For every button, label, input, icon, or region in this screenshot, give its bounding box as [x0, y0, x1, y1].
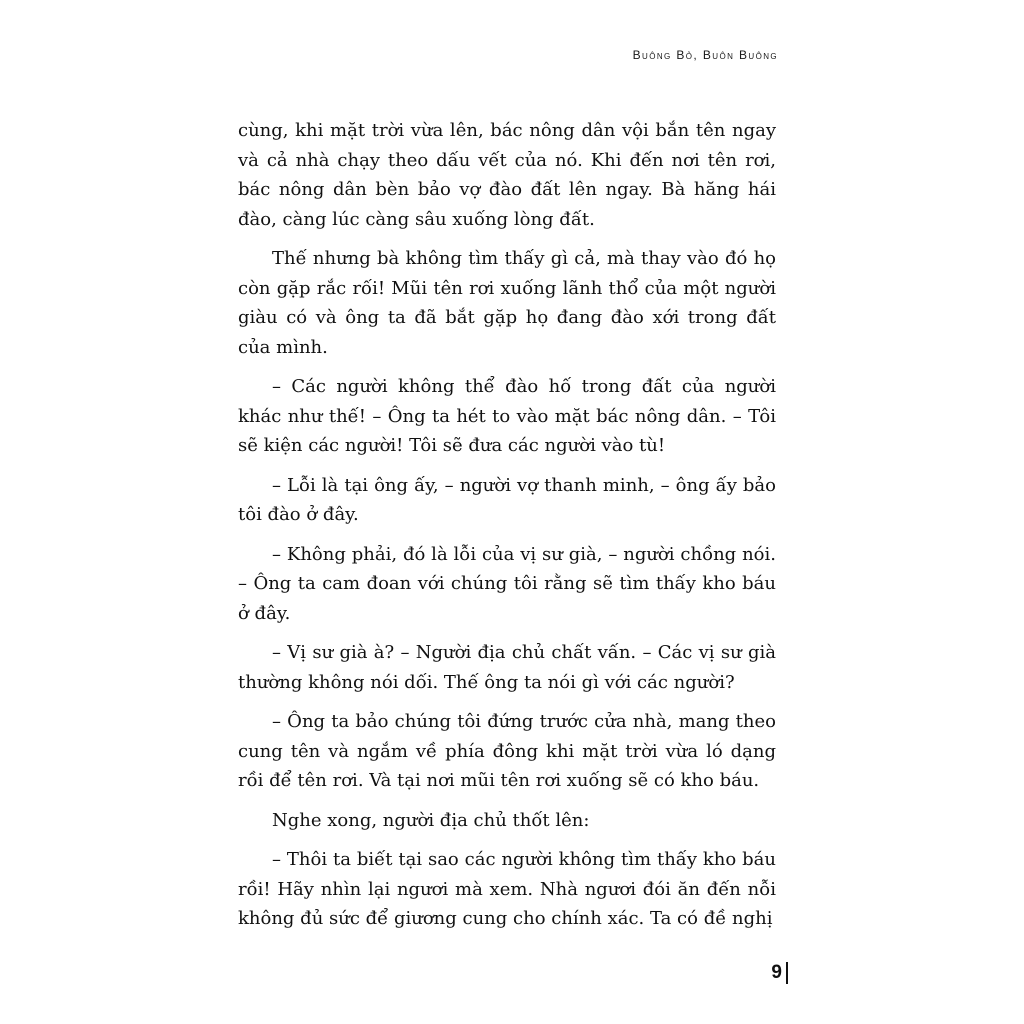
- paragraph: – Ông ta bảo chúng tôi đứng trước cửa nhà, mang theo cung tên và ngắm về phía đông khi mặt trời vừa ló dạng rồi để tên rơi. Và tại nơi mũi tên rơi xuống sẽ có kho báu.: [238, 711, 776, 791]
- page-number-text: 9: [771, 962, 782, 983]
- page-number: [771, 962, 788, 984]
- paragraph: – Không phải, đó là lỗi của vị sư già, – người chồng nói. – Ông ta cam đoan với chúng tôi rằng sẽ tìm thấy kho báu ở đây.: [238, 543, 776, 624]
- paragraph: – Lỗi là tại ông ấy, – người vợ thanh minh, – ông ấy bảo tôi đào ở đây.: [238, 474, 776, 525]
- paragraph: cùng, khi mặt trời vừa lên, bác nông dân vội bắn tên ngay và cả nhà chạy theo dấu vết của nó. Khi đến nơi tên rơi, bác nông dân bèn bảo vợ đào đất lên ngay. Bà hăng hái đào, càng lúc càng sâu xuống lòng đất.: [238, 120, 776, 230]
- paragraph: – Các người không thể đào hố trong đất của người khác như thế! – Ông ta hét to vào mặt bác nông dân. – Tôi sẽ kiện các người! Tôi sẽ đưa các người vào tù!: [238, 376, 776, 456]
- body-text: [238, 116, 776, 944]
- paragraph: Nghe xong, người địa chủ thốt lên:: [272, 809, 590, 831]
- page-number-rule: [786, 962, 788, 984]
- paragraph: – Vị sư già à? – Người địa chủ chất vấn. – Các vị sư già thường không nói dối. Thế ông ta nói gì với các người?: [238, 642, 776, 693]
- paragraph: Thế nhưng bà không tìm thấy gì cả, mà thay vào đó họ còn gặp rắc rối! Mũi tên rơi xuống lãnh thổ của một người giàu có và ông ta đã bắt gặp họ đang đào xới trong đất của mình.: [238, 248, 776, 358]
- paragraph: – Thôi ta biết tại sao các người không tìm thấy kho báu rồi! Hãy nhìn lại ngươi mà xem. Nhà ngươi đói ăn đến nỗi không đủ sức để giương cung cho chính xác. Ta có đề nghị: [238, 849, 776, 929]
- running-head-title: Buông Bỏ, Buôn Buông: [632, 48, 778, 62]
